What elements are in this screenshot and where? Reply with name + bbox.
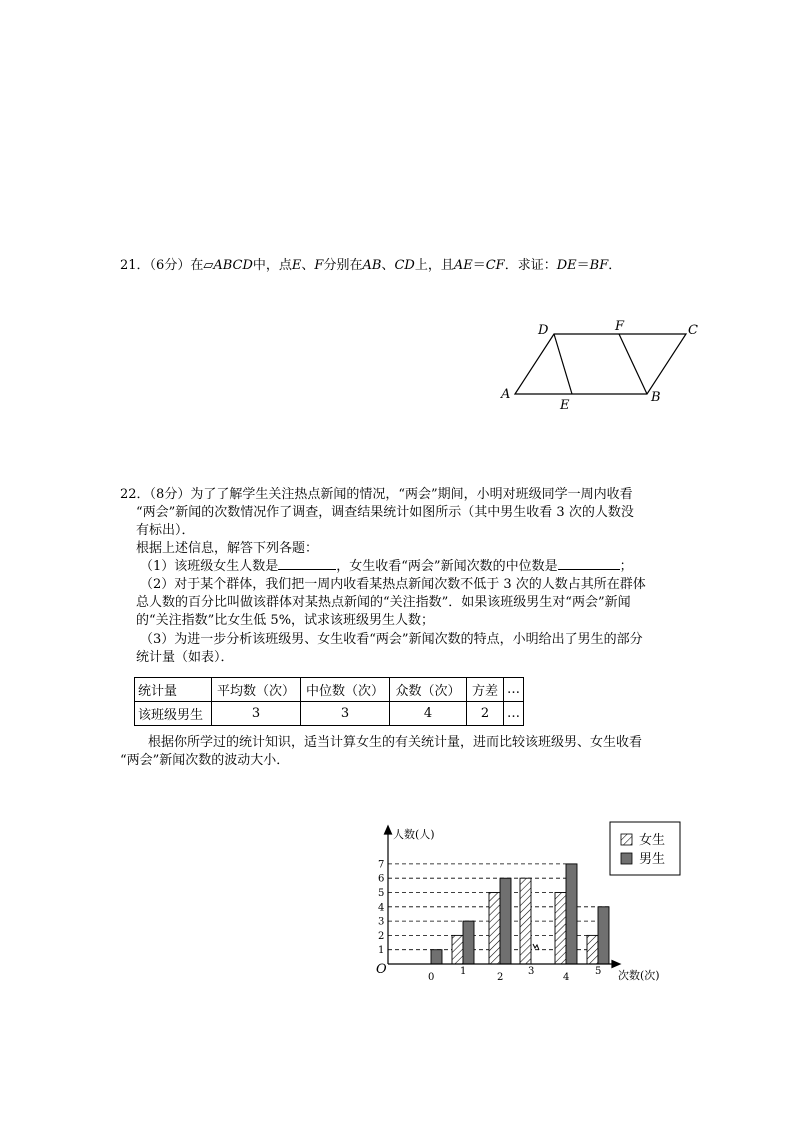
x-tick-label: 4 — [563, 972, 570, 983]
y-tick-label: 4 — [378, 902, 385, 914]
q22-part3-line1: （3）为进一步分析该班级男、女生收看“两会”新闻次数的特点，小明给出了男生的部分 — [140, 632, 643, 647]
label-c: C — [688, 323, 698, 338]
legend-swatch-female — [621, 834, 632, 845]
table-cell: … — [504, 678, 524, 702]
table-cell: … — [504, 702, 524, 726]
table-row — [135, 702, 524, 726]
table-cell: 统计量 — [135, 678, 212, 702]
legend — [610, 822, 680, 875]
table-cell: 方差 — [467, 678, 504, 702]
bar-male — [598, 907, 609, 964]
bar-male — [431, 950, 442, 964]
q22-line3: 有标出）． — [136, 523, 195, 538]
x-axis-arrow — [612, 961, 620, 968]
bar-female — [452, 935, 463, 964]
y-axis-arrow — [385, 826, 392, 834]
bar-female — [489, 893, 500, 965]
y-tick-label: 7 — [378, 859, 385, 871]
table-cell: 3 — [212, 702, 301, 726]
label-a: A — [501, 387, 511, 402]
q22-after-line1: 根据你所学过的统计知识，适当计算女生的有关统计量，进而比较该班级男、女生收看 — [148, 735, 643, 750]
table-cell: 中位数（次） — [301, 678, 390, 702]
bar-male — [500, 878, 511, 964]
x-tick-label: 5 — [595, 966, 602, 977]
q22-instruction: 根据上述信息，解答下列各题： — [136, 541, 319, 556]
legend-label-female: 女生 — [639, 833, 666, 848]
bar-female — [555, 893, 566, 965]
x-tick-label: 2 — [497, 972, 504, 983]
table-cell: 平均数（次） — [212, 678, 301, 702]
y-axis-label: 人数(人) — [393, 828, 435, 841]
label-d: D — [538, 323, 549, 338]
parallelogram-figure — [495, 315, 710, 415]
label-e: E — [560, 398, 570, 413]
y-tick-label: 5 — [378, 888, 385, 899]
y-tick-label: 2 — [378, 930, 385, 942]
table-cell: 该班级男生 — [135, 702, 212, 726]
answer-blank-1[interactable] — [278, 557, 336, 570]
x-tick-label: 1 — [460, 966, 467, 977]
q22-part2-line3: 的“关注指数”比女生低 5%，试求该班级男生人数； — [136, 613, 435, 628]
x-tick-label: 0 — [428, 972, 435, 983]
q22-line1: 22．（8分）为了了解学生关注热点新闻的情况，“两会”期间，小明对班级同学一周内收看 — [120, 487, 633, 502]
legend-label-male: 男生 — [639, 852, 666, 867]
q22-after-line2: “两会”新闻次数的波动大小． — [120, 753, 290, 768]
q22-part2-line2: 总人数的百分比叫做该群体对某热点新闻的“关注指数”．如果该班级男生对“两会”新闻 — [136, 595, 631, 610]
table-cell: 众数（次） — [390, 678, 467, 702]
erased-bar-mark — [533, 944, 539, 950]
legend-swatch-male — [621, 853, 632, 864]
q22-part3-line2: 统计量（如表）． — [136, 650, 234, 665]
label-b: B — [651, 390, 661, 405]
bar-female — [587, 935, 598, 964]
q22-part1: （1）该班级女生人数是 ，女生收看“两会”新闻次数的中位数是 ； — [140, 559, 633, 574]
q22-line2: “两会”新闻的次数情况作了调查，调查结果统计如图所示（其中男生收看 3 次的人数没 — [136, 505, 634, 520]
segment-de — [554, 334, 572, 394]
answer-blank-2[interactable] — [558, 557, 620, 570]
label-f: F — [615, 319, 625, 334]
bar-male — [566, 864, 577, 964]
y-tick-label: 6 — [378, 873, 385, 885]
table-cell: 2 — [467, 702, 504, 726]
bar-chart — [360, 818, 700, 988]
segment-bf — [619, 334, 647, 394]
x-tick-label: 3 — [528, 966, 535, 977]
x-axis-label: 次数(次) — [618, 969, 660, 982]
parallelogram-abcd — [515, 334, 686, 394]
origin-label: O — [376, 962, 387, 977]
table-cell: 4 — [390, 702, 467, 726]
y-tick-label: 3 — [378, 916, 385, 928]
table-header-row — [135, 678, 524, 702]
q22-part2-line1: （2）对于某个群体，我们把一周内收看某热点新闻次数不低于 3 次的人数占其所在群体 — [140, 577, 646, 592]
y-tick-label: 1 — [378, 945, 385, 957]
bar-male — [463, 921, 474, 964]
q21-statement: 21．（6分）在▱ABCD中，点E、F分别在AB、CD上，且AE＝CF．求证：DE＝BF． — [120, 258, 622, 273]
table-cell: 3 — [301, 702, 390, 726]
bar-female — [520, 878, 531, 964]
statistics-table — [134, 677, 524, 726]
